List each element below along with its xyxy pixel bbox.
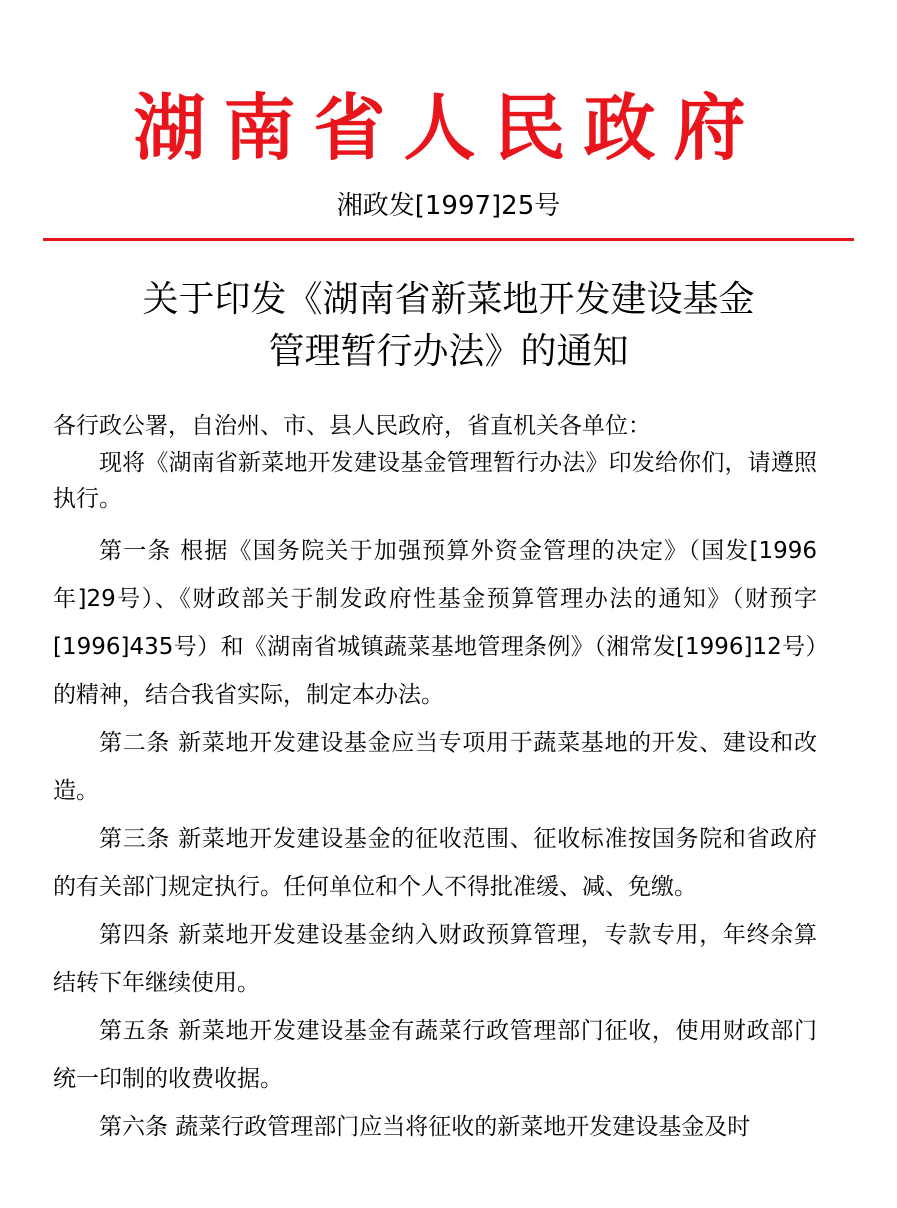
red-divider [43, 238, 854, 241]
article-2: 第二条 新菜地开发建设基金应当专项用于蔬菜基地的开发、建设和改造。 [53, 730, 817, 804]
intro-paragraph: 现将《湖南省新菜地开发建设基金管理暂行办法》印发给你们，请遵照执行。 [53, 450, 817, 512]
title-line-1: 关于印发《湖南省新菜地开发建设基金 [142, 279, 755, 320]
article-6: 第六条 蔬菜行政管理部门应当将征收的新菜地开发建设基金及时 [99, 1114, 751, 1140]
document-title [60, 274, 837, 378]
article-1: 第一条 根据《国务院关于加强预算外资金管理的决定》（国发[1996年]29号）、《财政部关于制发政府性基金预算管理办法的通知》（财预字[1996]435号）和《湖南省城镇蔬菜基地管理条例》（湘常发[1996]12号）的精神，结合我省实际，制定本办法。 [53, 538, 817, 708]
article-5: 第五条 新菜地开发建设基金有蔬菜行政管理部门征收，使用财政部门统一印制的收费收据。 [53, 1018, 817, 1092]
salutation: 各行政公署，自治州、市、县人民政府，省直机关各单位： [53, 413, 651, 439]
article-4: 第四条 新菜地开发建设基金纳入财政预算管理，专款专用，年终余算结转下年继续使用。 [53, 922, 817, 996]
document-body [53, 407, 817, 1151]
article-3: 第三条 新菜地开发建设基金的征收范围、征收标准按国务院和省政府的有关部门规定执行。任何单位和个人不得批准缓、减、免缴。 [53, 826, 817, 900]
title-line-2: 管理暂行办法》的通知 [268, 331, 629, 372]
document-number: 湘政发[1997]25号 [336, 191, 561, 221]
issuer-name: 湖南省人民政府 [133, 85, 764, 170]
